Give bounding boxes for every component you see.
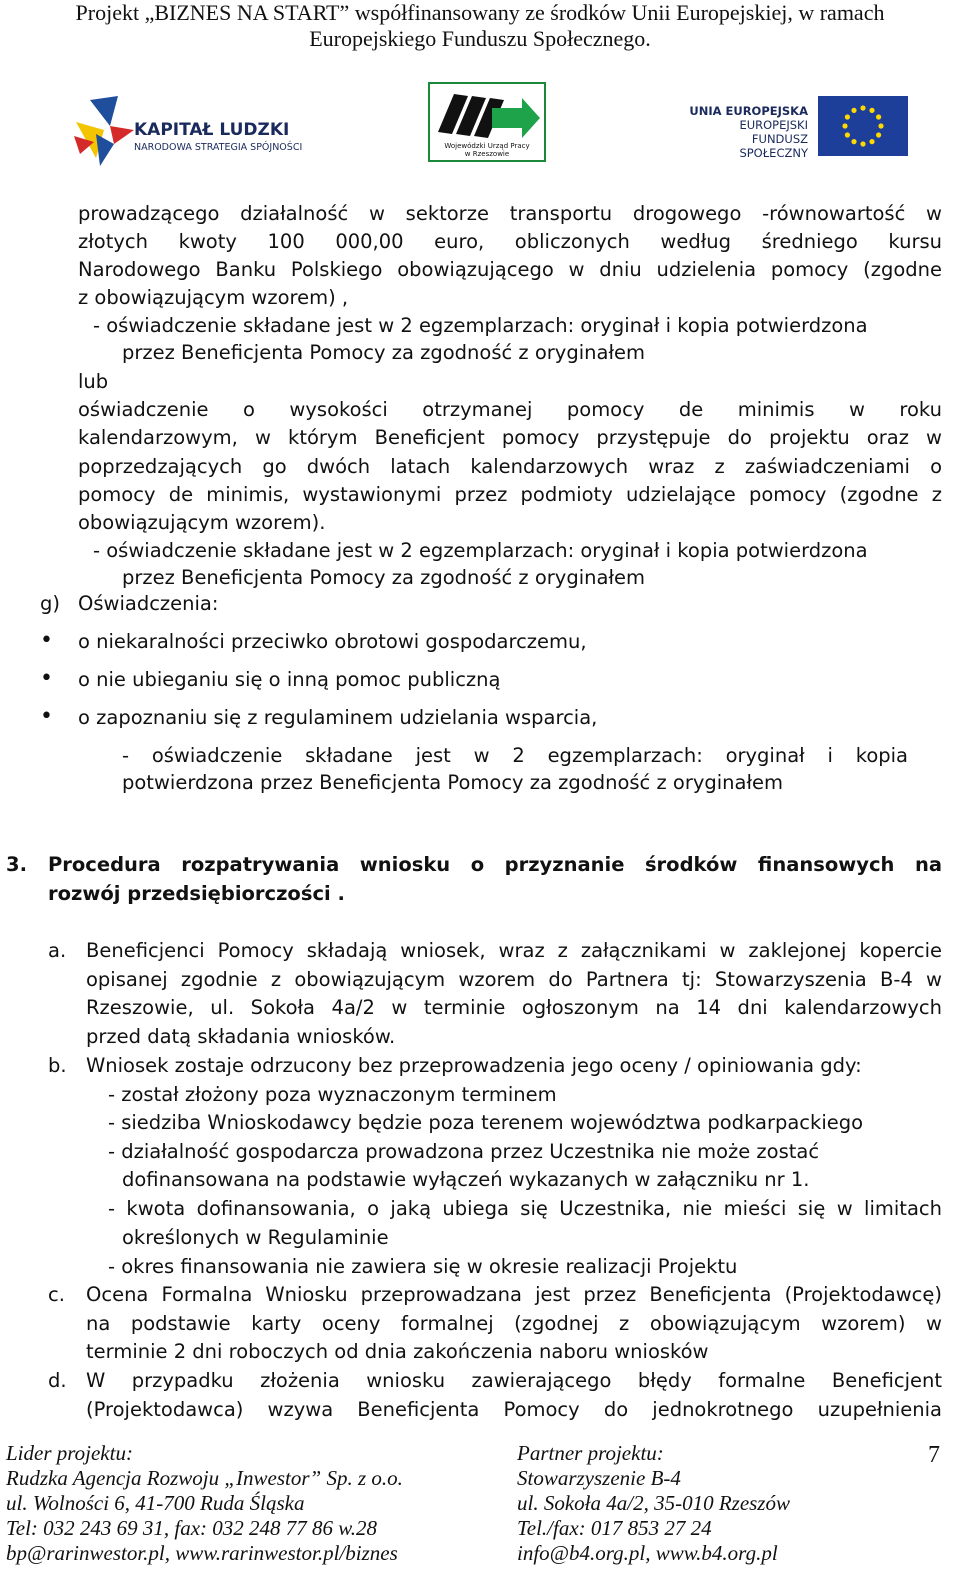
item-a-label: a.	[48, 939, 67, 962]
item-c-line-1: Ocena Formalna Wniosku przeprowadzana jest przez Beneficjenta (Projektodawcę)	[86, 1283, 942, 1306]
note2-line-1: - oświadczenie składane jest w 2 egzemplarzach: oryginał i kopia potwierdzona	[93, 539, 868, 562]
p2-line-4: pomocy de minimis, wystawionymi przez podmioty udzielające pomocy (zgodne z	[78, 483, 942, 506]
header-line-1: Projekt „BIZNES NA START” współfinansowany ze środków Unii Europejskiej, w ramach	[75, 0, 885, 25]
p2-line-1: oświadczenie o wysokości otrzymanej pomocy de minimis w roku	[78, 398, 942, 421]
eu-flag-icon	[818, 96, 908, 156]
wup-emblem-icon	[430, 86, 544, 144]
note1-line-2: przez Beneficjenta Pomocy za zgodność z oryginałem	[122, 341, 645, 364]
item-b-sub-3: - działalność gospodarcza prowadzona przez Uczestnika nie może zostać	[108, 1140, 820, 1163]
note1-line-1: - oświadczenie składane jest w 2 egzemplarzach: oryginał i kopia potwierdzona	[93, 314, 868, 337]
footer-lider-contact: bp@rarinwestor.pl, www.rarinwestor.pl/biznes	[6, 1541, 398, 1565]
p2-line-3: poprzedzających go dwóch latach kalendarzowych wraz z zaświadczeniami o	[78, 455, 942, 478]
p1-line-1: prowadzącego działalność w sektorze transportu drogowego -równowartość w	[78, 202, 942, 225]
footer-partner-contact: info@b4.org.pl, www.b4.org.pl	[517, 1541, 778, 1565]
g-label: g)	[40, 592, 60, 615]
item-b-sub-3-cont: dofinansowana na podstawie wyłączeń wykazanych w załączniku nr 1.	[122, 1168, 810, 1191]
item-b-intro: Wniosek zostaje odrzucony bez przeprowadzenia jego oceny / opiniowania gdy:	[86, 1054, 862, 1077]
item-a-line-3: Rzeszowie, ul. Sokoła 4a/2 w terminie ogłoszonym na 14 dni kalendarzowych	[86, 996, 942, 1019]
section-3-number: 3.	[6, 853, 27, 876]
p2-line-5: obowiązującym wzorem).	[78, 511, 326, 534]
bullet-icon: •	[40, 704, 53, 729]
page-header	[0, 0, 960, 52]
footer-lider-name: Rudzka Agencja Rozwoju „Inwestor” Sp. z o.o.	[6, 1466, 403, 1490]
bullet-icon: •	[40, 628, 53, 653]
item-a-line-1: Beneficjenci Pomocy składają wniosek, wraz z załącznikami w zaklejonej kopercie	[86, 939, 942, 962]
unia-europejska-logo	[680, 96, 912, 160]
section-3-title-line-2: rozwój przedsiębiorczości .	[48, 882, 345, 905]
p2-line-2: kalendarzowym, w którym Beneficjent pomocy przystępuje do projektu oraz w	[78, 426, 942, 449]
footer-lider-heading: Lider projektu:	[6, 1441, 133, 1465]
item-c-line-2: na podstawie karty oceny formalnej (zgodnej z obowiązującym wzorem) w	[86, 1312, 942, 1335]
footer-lider-address: ul. Wolności 6, 41-700 Ruda Śląska	[6, 1491, 305, 1515]
item-c-label: c.	[48, 1283, 65, 1306]
kapital-ludzki-logo	[70, 96, 310, 168]
p1-line-4: z obowiązującym wzorem) ,	[78, 286, 349, 309]
p1-line-3: Narodowego Banku Polskiego obowiązującego w dniu udzielenia pomocy (zgodne	[78, 258, 942, 281]
kapital-ludzki-title: KAPITAŁ LUDZKI	[134, 120, 290, 140]
footer-partner	[517, 1441, 790, 1566]
logo-bar	[0, 82, 960, 172]
bullet-item-2: o nie ubieganiu się o inną pomoc publiczną	[78, 668, 501, 691]
ue-line-1: UNIA EUROPEJSKA	[689, 104, 808, 118]
item-d-line-1: W przypadku złożenia wniosku zawierającego błędy formalne Beneficjent	[86, 1369, 942, 1392]
g-heading: Oświadczenia:	[78, 592, 219, 615]
ue-line-3: FUNDUSZ SPOŁECZNY	[739, 132, 808, 160]
footer-partner-name: Stowarzyszenie B-4	[517, 1466, 681, 1490]
wup-caption-1: Wojewódzki Urząd Pracy	[444, 142, 530, 150]
item-b-sub-5: - okres finansowania nie zawiera się w okresie realizacji Projektu	[108, 1255, 738, 1278]
item-a-line-2: opisanej zgodnie z obowiązującym wzorem do Partnera tj: Stowarzyszenia B-4 w	[86, 968, 942, 991]
bullet-icon: •	[40, 666, 53, 691]
footer-partner-phone: Tel./fax: 017 853 27 24	[517, 1516, 712, 1540]
page-number: 7	[928, 1442, 940, 1468]
lub-text: lub	[78, 370, 109, 393]
header-line-2: Europejskiego Funduszu Społecznego.	[309, 26, 651, 51]
kapital-ludzki-subtitle: NARODOWA STRATEGIA SPÓJNOŚCI	[134, 142, 303, 153]
item-b-sub-4: - kwota dofinansowania, o jaką ubiega się Uczestnika, nie mieści się w limitach	[108, 1197, 942, 1220]
footer-lider	[6, 1441, 403, 1566]
item-a-line-4: przed datą składania wniosków.	[86, 1025, 396, 1048]
wup-logo	[428, 82, 546, 162]
ue-line-2: EUROPEJSKI	[739, 118, 808, 132]
note3-line-1: - oświadczenie składane jest w 2 egzemplarzach: oryginał i kopia	[122, 744, 908, 767]
p1-line-2: złotych kwoty 100 000,00 euro, obliczonych według średniego kursu	[78, 230, 942, 253]
note2-line-2: przez Beneficjenta Pomocy za zgodność z oryginałem	[122, 566, 645, 589]
wup-caption-2: w Rzeszowie	[464, 150, 510, 158]
item-d-label: d.	[48, 1369, 67, 1392]
bullet-item-3: o zapoznaniu się z regulaminem udzielania wsparcia,	[78, 706, 598, 729]
item-b-sub-4-cont: określonych w Regulaminie	[122, 1226, 389, 1249]
footer-partner-heading: Partner projektu:	[517, 1441, 664, 1465]
item-b-label: b.	[48, 1054, 67, 1077]
footer-partner-address: ul. Sokoła 4a/2, 35-010 Rzeszów	[517, 1491, 790, 1515]
footer-lider-phone: Tel: 032 243 69 31, fax: 032 248 77 86 w.28	[6, 1516, 377, 1540]
item-b-sub-1: - został złożony poza wyznaczonym terminem	[108, 1083, 557, 1106]
kapital-ludzki-star-icon	[70, 96, 140, 168]
item-c-line-3: terminie 2 dni roboczych od dnia zakończenia naboru wniosków	[86, 1340, 709, 1363]
item-d-line-2: (Projektodawca) wzywa Beneficjenta Pomocy do jednokrotnego uzupełnienia	[86, 1398, 942, 1421]
note3-line-2: potwierdzona przez Beneficjenta Pomocy za zgodność z oryginałem	[122, 771, 784, 794]
bullet-item-1: o niekaralności przeciwko obrotowi gospodarczemu,	[78, 630, 587, 653]
item-b-sub-2: - siedziba Wnioskodawcy będzie poza terenem województwa podkarpackiego	[108, 1111, 864, 1134]
section-3-title-line-1: Procedura rozpatrywania wniosku o przyznanie środków finansowych na	[48, 853, 942, 876]
